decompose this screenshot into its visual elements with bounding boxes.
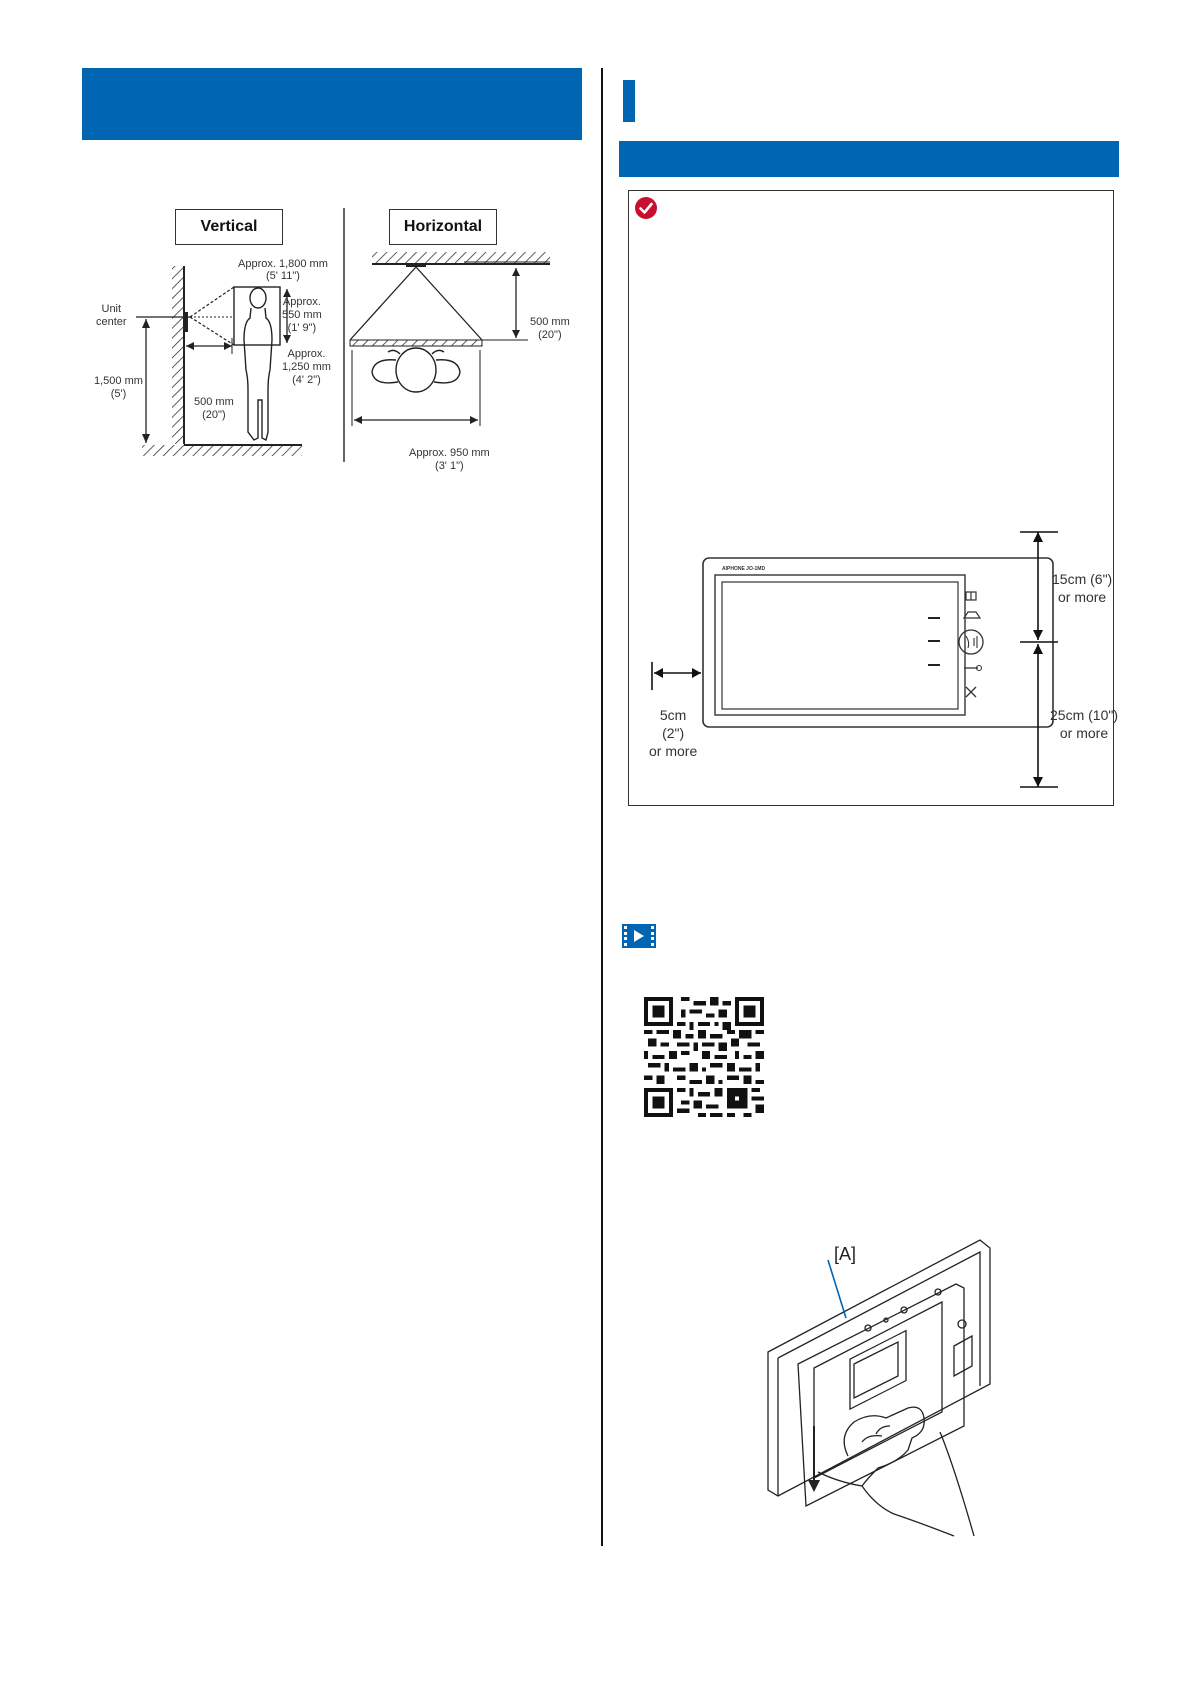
mounting-diagram (758, 1236, 998, 1536)
label-approx-550: Approx. 550 mm (1' 9") (282, 296, 322, 334)
left-section-banner (82, 68, 582, 140)
video-play-icon (622, 924, 656, 948)
section-marker (623, 80, 635, 122)
top-clearance-label: 15cm (6") or more (1052, 571, 1113, 605)
bottom-clearance-label: 25cm (10") or more (1050, 707, 1118, 741)
label-500-horizontal: 500 mm (20") (530, 316, 570, 341)
label-1500: 1,500 mm (5') (94, 375, 143, 400)
check-circle-icon (634, 196, 658, 220)
label-approx-1800: Approx. 1,800 mm (5' 11") (238, 258, 328, 282)
clearance-diagram (648, 530, 1068, 800)
viewing-angle-diagram (82, 200, 602, 480)
label-950-horizontal: Approx. 950 mm (3' 1") (409, 447, 490, 472)
right-section-banner (619, 141, 1119, 177)
vertical-label: Vertical (175, 209, 283, 245)
qr-code (644, 997, 764, 1117)
horizontal-label: Horizontal (389, 209, 497, 245)
label-approx-1250: Approx. 1,250 mm (4' 2") (282, 348, 331, 386)
callout-a: [A] (834, 1244, 857, 1264)
label-500-vertical: 500 mm (20") (194, 396, 234, 421)
column-divider (601, 68, 603, 1546)
monitor-brand: AIPHONE JO-1MD (722, 566, 766, 572)
left-clearance-label: 5cm (2") or more (649, 707, 698, 759)
label-unit-center: Unit center (96, 303, 127, 328)
